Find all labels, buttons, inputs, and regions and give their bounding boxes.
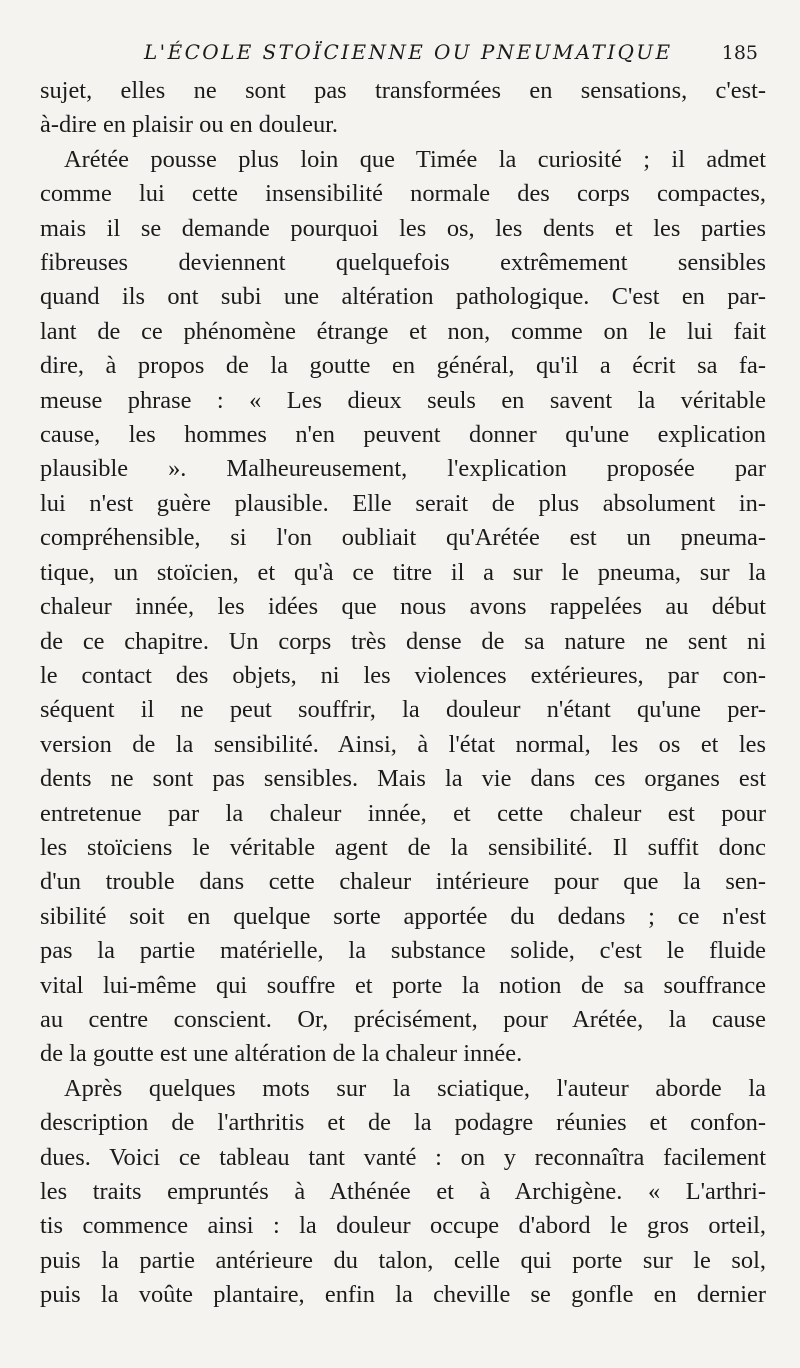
text-line: dents ne sont pas sensibles. Mais la vie dans ces organes est xyxy=(40,765,766,793)
text-line: les traits empruntés à Athénée et à Archigène. « L'arthri- xyxy=(40,1178,766,1205)
running-title: L'ÉCOLE STOÏCIENNE OU PNEUMATIQUE xyxy=(144,40,673,64)
text-line: puis la voûte plantaire, enfin la cheville se gonfle en dernier xyxy=(40,1281,766,1309)
text-line: sujet, elles ne sont pas transformées en sensations, c'est- xyxy=(40,77,766,104)
text-line: dire, à propos de la goutte en général, qu'il a écrit sa fa- xyxy=(40,352,766,380)
text-line: entretenue par la chaleur innée, et cette chaleur est pour xyxy=(40,799,766,827)
text-line: de ce chapitre. Un corps très dense de sa nature ne sent ni xyxy=(40,627,766,655)
text-line: tique, un stoïcien, et qu'à ce titre il a sur le pneuma, sur la xyxy=(40,558,766,586)
text-line: version de la sensibilité. Ainsi, à l'état normal, les os et les xyxy=(40,730,766,758)
text-line: à-dire en plaisir ou en douleur. xyxy=(40,111,339,139)
text-line: séquent il ne peut souffrir, la douleur n'étant qu'une per- xyxy=(40,696,766,724)
text-line: lant de ce phénomène étrange et non, comme on le lui fait xyxy=(40,317,766,345)
text-line: pas la partie matérielle, la substance solide, c'est le fluide xyxy=(40,937,766,965)
text-line: le contact des objets, ni les violences extérieures, par con- xyxy=(40,661,766,689)
text-line: vital lui-même qui souffre et porte la notion de sa souffrance xyxy=(40,971,766,999)
text-line: plausible ». Malheureusement, l'explication proposée par xyxy=(40,455,766,483)
text-line: quand ils ont subi une altération pathologique. C'est en par- xyxy=(40,283,766,311)
text-line: les stoïciens le véritable agent de la sensibilité. Il suffit donc xyxy=(40,833,766,861)
text-line: de la goutte est une altération de la chaleur innée. xyxy=(40,1040,523,1068)
text-line: Arétée pousse plus loin que Timée la curiosité ; il admet xyxy=(64,145,766,173)
paragraph xyxy=(40,1072,766,1313)
text-line: mais il se demande pourquoi les os, les dents et les parties xyxy=(40,214,766,242)
paragraph xyxy=(40,74,766,143)
text-line: fibreuses deviennent quelquefois extrêmement sensibles xyxy=(40,249,766,277)
paragraph xyxy=(40,143,766,1072)
text-line: au centre conscient. Or, précisément, pour Arétée, la cause xyxy=(40,1005,766,1033)
text-line: comme lui cette insensibilité normale des corps compactes, xyxy=(40,180,766,208)
text-line: description de l'arthritis et de la podagre réunies et confon- xyxy=(40,1109,766,1137)
text-line: Après quelques mots sur la sciatique, l'auteur aborde la xyxy=(64,1074,766,1102)
text-line: dues. Voici ce tableau tant vanté : on y reconnaîtra facilement xyxy=(40,1143,766,1171)
text-line: chaleur innée, les idées que nous avons rappelées au début xyxy=(40,593,766,621)
text-line: lui n'est guère plausible. Elle serait de plus absolument in- xyxy=(40,489,766,517)
text-line: cause, les hommes n'en peuvent donner qu'une explication xyxy=(40,421,766,449)
running-head xyxy=(40,36,766,70)
text-line: meuse phrase : « Les dieux seuls en savent la véritable xyxy=(40,386,766,414)
body-text xyxy=(40,74,766,1313)
text-line: compréhensible, si l'on oubliait qu'Arétée est un pneuma- xyxy=(40,524,766,552)
text-line: sibilité soit en quelque sorte apportée du dedans ; ce n'est xyxy=(40,902,766,930)
text-line: tis commence ainsi : la douleur occupe d'abord le gros orteil, xyxy=(40,1212,766,1240)
text-line: d'un trouble dans cette chaleur intérieure pour que la sen- xyxy=(40,868,766,896)
text-line: puis la partie antérieure du talon, celle qui porte sur le sol, xyxy=(40,1246,766,1274)
page-number: 185 xyxy=(721,42,758,64)
